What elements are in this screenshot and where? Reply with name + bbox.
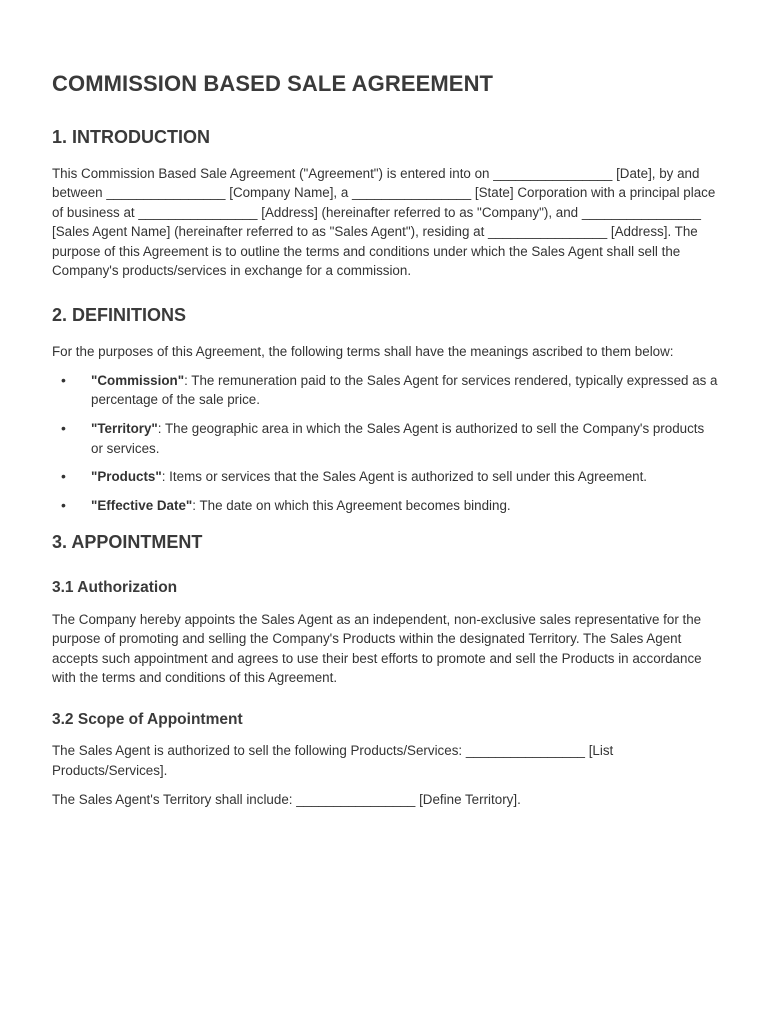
definition-text: : The geographic area in which the Sales Agent is authorized to sell the Company's products or services.: [91, 421, 705, 456]
authorization-paragraph: The Company hereby appoints the Sales Agent as an independent, non-exclusive sales representative for the purpose of promoting and selling the Company's Products within the designated Territory. The Sales Agent accepts such appointment and agrees to use their best efforts to promote and sell the Products in accordance with the terms and conditions of this Agreement.: [52, 611, 702, 685]
bullet-icon: •: [61, 420, 66, 437]
section-heading-definitions: 2. DEFINITIONS: [52, 305, 187, 326]
definition-term: "Products": [91, 469, 162, 485]
definitions-intro-paragraph: For the purposes of this Agreement, the following terms shall have the meanings ascribed to them below:: [52, 344, 674, 360]
bullet-icon: •: [61, 468, 66, 485]
definitions-list: [52, 371, 718, 516]
definition-text: : The date on which this Agreement becomes binding.: [192, 498, 511, 514]
subsection-heading-authorization: 3.1 Authorization: [52, 578, 178, 596]
definition-item-products: [52, 467, 718, 486]
definition-item-territory: [52, 419, 718, 458]
definition-term: "Commission": [91, 372, 185, 388]
scope-territory-paragraph: The Sales Agent's Territory shall include: ________________ [Define Territory].: [52, 792, 521, 808]
introduction-paragraph: This Commission Based Sale Agreement ("Agreement") is entered into on ________________ [Date], by and between ________________ [Company Name], a ________________ [State] Corporation with a principal place of business at ________________ [Address] (hereinafter referred to as "Company"), and ________________ [Sales Agent Name] (hereinafter referred to as "Sales Agent"), residing at ________________ [Address]. The purpose of this Agreement is to outline the terms and conditions under which the Sales Agent shall sell the Company's products/services in exchange for a commission.: [52, 166, 716, 279]
bullet-icon: •: [61, 497, 66, 514]
section-heading-appointment: 3. APPOINTMENT: [52, 531, 203, 552]
bullet-icon: •: [61, 371, 66, 388]
definition-text: : Items or services that the Sales Agent is authorized to sell under this Agreement.: [161, 469, 648, 485]
section-heading-introduction: 1. INTRODUCTION: [52, 127, 211, 147]
definition-term: "Territory": [91, 421, 158, 437]
definition-item-commission: [52, 371, 718, 410]
document-title: COMMISSION BASED SALE AGREEMENT: [52, 71, 494, 96]
subsection-heading-scope: 3.2 Scope of Appointment: [52, 711, 243, 729]
definition-text: : The remuneration paid to the Sales Agent for services rendered, typically expressed as a percentage of the sale price.: [91, 372, 718, 408]
definition-term: "Effective Date": [91, 498, 193, 514]
definition-item-effective-date: [52, 496, 718, 515]
scope-products-paragraph: The Sales Agent is authorized to sell the following Products/Services: ________________ [List Products/Services].: [52, 743, 614, 778]
